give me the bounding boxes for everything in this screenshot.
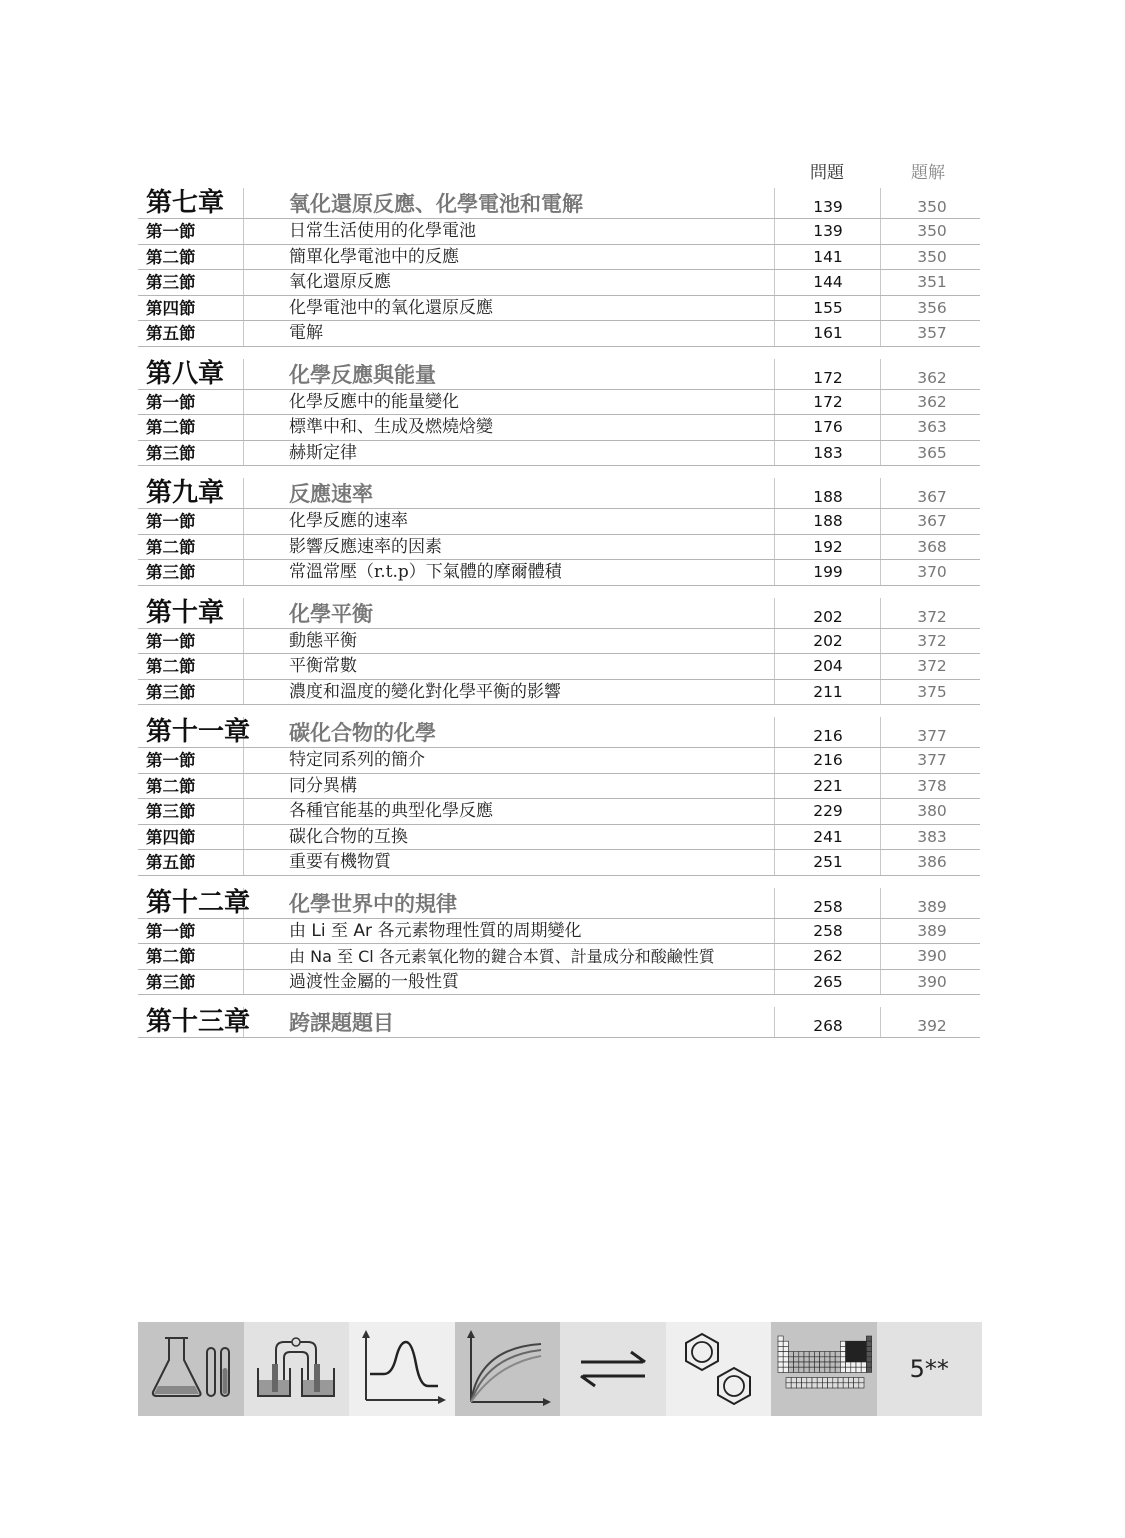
- section-label: 第一節: [146, 392, 196, 412]
- section-row[interactable]: [138, 680, 980, 706]
- periodic-cell: [840, 1367, 845, 1372]
- periodic-cell: [856, 1367, 861, 1372]
- section-label: 第一節: [146, 921, 196, 941]
- periodic-cell: [804, 1352, 809, 1357]
- periodic-cell: [859, 1378, 864, 1383]
- element-symbol: Ar: [353, 920, 373, 941]
- question-page: 144: [813, 273, 843, 291]
- periodic-cell: [819, 1352, 824, 1357]
- periodic-cell: [827, 1378, 832, 1383]
- solution-page: 386: [917, 853, 947, 871]
- section-label: 第三節: [146, 682, 196, 702]
- solution-page: 378: [917, 776, 947, 795]
- solution-page: 370: [917, 563, 947, 581]
- section-title: 同分異構: [289, 775, 357, 796]
- periodic-cell: [796, 1383, 801, 1388]
- question-page: 211: [813, 682, 843, 701]
- section-title: 化學反應的速率: [289, 511, 408, 531]
- question-page: 262: [813, 947, 843, 965]
- chapter-label: 第十章: [146, 597, 225, 628]
- periodic-cell: [840, 1341, 845, 1346]
- chapter-label: 第十二章: [146, 887, 251, 918]
- question-page: 265: [813, 972, 843, 991]
- footer-icon-strip: [138, 1322, 982, 1416]
- section-row[interactable]: [138, 296, 980, 322]
- periodic-cell: [799, 1357, 804, 1362]
- periodic-cell: [783, 1346, 788, 1351]
- question-page: 221: [813, 776, 843, 795]
- periodic-cell: [809, 1367, 814, 1372]
- periodic-cell: [845, 1346, 850, 1351]
- section-title: 氧化還原反應: [289, 272, 391, 292]
- section-title: 電解: [289, 323, 323, 343]
- periodic-cell: [851, 1367, 856, 1372]
- periodic-cell: [822, 1383, 827, 1388]
- chapter-title: 化學反應與能量: [289, 361, 436, 387]
- element-symbol: Li: [311, 920, 326, 941]
- section-label: 第三節: [146, 273, 196, 292]
- solution-page: 357: [917, 324, 947, 342]
- question-page: 172: [813, 368, 843, 387]
- chapter-label: 第八章: [146, 358, 225, 389]
- periodic-cell: [799, 1367, 804, 1372]
- question-page: 229: [813, 802, 843, 820]
- periodic-cell: [796, 1378, 801, 1383]
- section-title: 化學反應中的能量變化: [289, 391, 459, 412]
- solution-page: 367: [917, 512, 947, 530]
- periodic-cell: [833, 1378, 838, 1383]
- periodic-cell: [814, 1362, 819, 1367]
- solution-page: 362: [917, 392, 947, 411]
- periodic-cell: [791, 1378, 796, 1383]
- periodic-cell: [778, 1341, 783, 1346]
- section-label: 第三節: [146, 802, 196, 821]
- periodic-cell: [830, 1352, 835, 1357]
- periodic-cell: [845, 1352, 850, 1357]
- table-of-contents: [138, 150, 980, 1050]
- periodic-cell: [856, 1362, 861, 1367]
- section-row[interactable]: [138, 321, 980, 347]
- section-label: 第二節: [146, 657, 196, 676]
- periodic-cell: [856, 1341, 861, 1346]
- periodic-cell: [809, 1352, 814, 1357]
- chapter-title: 化學世界中的規律: [289, 890, 457, 916]
- section-label: 第二節: [146, 947, 196, 966]
- chapter-row[interactable]: [138, 478, 980, 509]
- question-page: 176: [813, 418, 843, 436]
- periodic-cell: [817, 1378, 822, 1383]
- periodic-cell: [851, 1346, 856, 1351]
- benzene-rings-icon: [668, 1324, 768, 1414]
- section-row[interactable]: [138, 535, 980, 561]
- periodic-cell: [835, 1352, 840, 1357]
- periodic-cell: [786, 1378, 791, 1383]
- periodic-cell: [835, 1357, 840, 1362]
- chapter-block: [138, 478, 980, 586]
- solution-page: 390: [917, 972, 947, 991]
- section-row[interactable]: [138, 629, 980, 655]
- periodic-cell: [825, 1352, 830, 1357]
- solution-page: 377: [917, 727, 947, 745]
- periodic-cell: [840, 1357, 845, 1362]
- periodic-cell: [778, 1357, 783, 1362]
- question-page: 251: [813, 853, 843, 871]
- chapter-label: 第十三章: [146, 1007, 251, 1037]
- periodic-cell: [807, 1383, 812, 1388]
- periodic-cell: [866, 1357, 871, 1362]
- question-page: 216: [813, 727, 843, 745]
- section-row[interactable]: [138, 850, 980, 876]
- section-label: 第一節: [146, 631, 196, 651]
- section-row[interactable]: [138, 799, 980, 825]
- solution-page: 362: [917, 368, 947, 387]
- solution-page: 365: [917, 443, 947, 462]
- section-row[interactable]: [138, 970, 980, 996]
- periodic-cell: [778, 1346, 783, 1351]
- section-label: 第二節: [146, 537, 196, 557]
- periodic-cell: [804, 1357, 809, 1362]
- periodic-cell: [861, 1357, 866, 1362]
- element-symbol: Na: [310, 947, 332, 966]
- question-page: 204: [813, 657, 843, 675]
- chapter-row[interactable]: [138, 888, 980, 919]
- section-label: 第二節: [146, 776, 196, 796]
- periodic-cell: [799, 1352, 804, 1357]
- chapter-block: [138, 598, 980, 706]
- periodic-cell: [845, 1357, 850, 1362]
- periodic-cell: [833, 1383, 838, 1388]
- question-page: 161: [813, 324, 843, 342]
- section-title: 標準中和、生成及燃燒焓變: [289, 417, 493, 437]
- section-title: 簡單化學電池中的反應: [289, 246, 459, 267]
- periodic-cell: [804, 1367, 809, 1372]
- periodic-cell: [778, 1362, 783, 1367]
- section-row[interactable]: [138, 245, 980, 271]
- periodic-cell: [814, 1352, 819, 1357]
- periodic-cell: [840, 1362, 845, 1367]
- section-title: 化學電池中的氧化還原反應: [289, 297, 493, 318]
- chapter-block: [138, 888, 980, 996]
- chapter-block: [138, 1007, 980, 1038]
- periodic-cell: [788, 1352, 793, 1357]
- section-title: 濃度和溫度的變化對化學平衡的影響: [289, 681, 561, 702]
- chapter-row[interactable]: [138, 188, 980, 219]
- periodic-cell: [783, 1341, 788, 1346]
- section-row[interactable]: [138, 509, 980, 535]
- periodic-cell: [853, 1383, 858, 1388]
- periodic-cell: [825, 1367, 830, 1372]
- periodic-cell: [861, 1367, 866, 1372]
- section-title: 由 Na 至 Cl 各元素氧化物的鍵合本質、計量成分和酸鹼性質: [289, 947, 715, 966]
- periodic-cell: [812, 1383, 817, 1388]
- section-label: 第三節: [146, 563, 196, 582]
- chapter-label: 第十一章: [146, 717, 251, 747]
- question-page: 202: [813, 607, 843, 626]
- tile-page-number: [877, 1322, 983, 1416]
- periodic-cell: [788, 1357, 793, 1362]
- periodic-cell: [801, 1383, 806, 1388]
- question-page: 192: [813, 537, 843, 556]
- section-row[interactable]: [138, 219, 980, 245]
- periodic-cell: [793, 1352, 798, 1357]
- column-header: [138, 150, 980, 188]
- periodic-cell: [804, 1362, 809, 1367]
- periodic-cell: [866, 1341, 871, 1346]
- section-row[interactable]: [138, 390, 980, 416]
- section-row[interactable]: [138, 415, 980, 441]
- section-title: 平衡常數: [289, 656, 357, 676]
- section-title: 由 Li 至 Ar 各元素物理性質的周期變化: [289, 920, 582, 941]
- question-page: 139: [813, 198, 843, 216]
- section-title: 各種官能基的典型化學反應: [289, 801, 493, 821]
- section-label: 第二節: [146, 247, 196, 267]
- periodic-cell: [845, 1341, 850, 1346]
- solution-page: 356: [917, 298, 947, 317]
- periodic-cell: [830, 1362, 835, 1367]
- question-page: 141: [813, 247, 843, 266]
- periodic-cell: [778, 1352, 783, 1357]
- periodic-cell: [840, 1352, 845, 1357]
- periodic-cell: [843, 1378, 848, 1383]
- section-title: 動態平衡: [289, 630, 357, 651]
- periodic-cell: [848, 1383, 853, 1388]
- section-title: 常溫常壓（r.t.p）下氣體的摩爾體積: [289, 562, 562, 582]
- periodic-cell: [783, 1362, 788, 1367]
- periodic-cell: [825, 1362, 830, 1367]
- chapter-title: 化學平衡: [289, 600, 373, 626]
- chapter-row[interactable]: [138, 359, 980, 390]
- tile-benzene: [666, 1322, 772, 1416]
- periodic-cell: [786, 1383, 791, 1388]
- section-label: 第五節: [146, 853, 196, 872]
- solution-page: 368: [917, 537, 947, 556]
- chapter-row[interactable]: [138, 717, 980, 748]
- periodic-cell: [819, 1362, 824, 1367]
- periodic-cell: [848, 1378, 853, 1383]
- solution-page: 372: [917, 657, 947, 675]
- periodic-cell: [861, 1352, 866, 1357]
- element-symbol: Cl: [358, 947, 374, 966]
- periodic-table-icon: [774, 1324, 874, 1414]
- question-page: 216: [813, 751, 843, 769]
- energy-profile-icon: [352, 1324, 452, 1414]
- periodic-cell: [812, 1378, 817, 1383]
- question-page: 241: [813, 827, 843, 846]
- chapter-block: [138, 359, 980, 467]
- tile-periodic-table: [771, 1322, 877, 1416]
- periodic-cell: [866, 1367, 871, 1372]
- solution-page: 389: [917, 897, 947, 916]
- periodic-cell: [819, 1367, 824, 1372]
- periodic-cell: [835, 1362, 840, 1367]
- periodic-cell: [853, 1378, 858, 1383]
- page-number: 5**: [909, 1355, 949, 1383]
- periodic-cell: [866, 1336, 871, 1341]
- solution-page: 372: [917, 631, 947, 650]
- solution-page: 350: [917, 222, 947, 240]
- periodic-cell: [866, 1346, 871, 1351]
- periodic-cell: [856, 1357, 861, 1362]
- chapter-block: [138, 188, 980, 347]
- solution-page: 389: [917, 921, 947, 940]
- section-title: 碳化合物的互換: [289, 826, 408, 847]
- electrochemical-cell-icon: [246, 1324, 346, 1414]
- periodic-cell: [861, 1341, 866, 1346]
- periodic-cell: [814, 1357, 819, 1362]
- chapter-title: 跨課題題目: [289, 1010, 394, 1035]
- periodic-cell: [851, 1357, 856, 1362]
- periodic-cell: [801, 1378, 806, 1383]
- periodic-cell: [856, 1352, 861, 1357]
- section-title: 過渡性金屬的一般性質: [289, 971, 459, 992]
- periodic-cell: [783, 1367, 788, 1372]
- reaction-rate-curves-icon: [457, 1324, 557, 1414]
- periodic-cell: [814, 1367, 819, 1372]
- chapter-title: 碳化合物的化學: [289, 720, 436, 745]
- periodic-cell: [822, 1378, 827, 1383]
- solution-page: 363: [917, 418, 947, 436]
- periodic-cell: [809, 1357, 814, 1362]
- section-title: 特定同系列的簡介: [289, 750, 425, 770]
- periodic-cell: [799, 1362, 804, 1367]
- chapter-row[interactable]: [138, 1007, 980, 1038]
- periodic-cell: [825, 1357, 830, 1362]
- question-page: 139: [813, 222, 843, 240]
- section-row[interactable]: [138, 654, 980, 680]
- periodic-cell: [778, 1336, 783, 1341]
- question-page: 172: [813, 392, 843, 411]
- section-row[interactable]: [138, 270, 980, 296]
- section-label: 第五節: [146, 324, 196, 343]
- tile-rate-curves: [455, 1322, 561, 1416]
- periodic-cell: [809, 1362, 814, 1367]
- section-row[interactable]: [138, 774, 980, 800]
- periodic-cell: [778, 1367, 783, 1372]
- periodic-cell: [830, 1357, 835, 1362]
- periodic-cell: [861, 1346, 866, 1351]
- periodic-cell: [835, 1367, 840, 1372]
- periodic-cell: [856, 1346, 861, 1351]
- section-row[interactable]: [138, 748, 980, 774]
- periodic-cell: [827, 1383, 832, 1388]
- section-label: 第一節: [146, 512, 196, 531]
- tile-energy-profile: [349, 1322, 455, 1416]
- tile-cell: [244, 1322, 350, 1416]
- periodic-cell: [830, 1367, 835, 1372]
- chapter-title: 反應速率: [289, 481, 373, 506]
- section-title: 日常生活使用的化學電池: [289, 221, 476, 241]
- solution-page: 351: [917, 273, 947, 291]
- solution-page: 377: [917, 751, 947, 769]
- question-page: 188: [813, 488, 843, 506]
- periodic-cell: [851, 1362, 856, 1367]
- periodic-cell: [783, 1357, 788, 1362]
- chapter-block: [138, 717, 980, 876]
- periodic-cell: [838, 1378, 843, 1383]
- periodic-cell: [851, 1352, 856, 1357]
- questions-column-header: 問題: [810, 163, 844, 183]
- solution-page: 367: [917, 488, 947, 506]
- section-label: 第三節: [146, 972, 196, 992]
- section-label: 第一節: [146, 222, 196, 241]
- periodic-cell: [791, 1383, 796, 1388]
- section-title: 重要有機物質: [289, 852, 391, 872]
- periodic-cell: [840, 1346, 845, 1351]
- question-page: 199: [813, 563, 843, 581]
- section-row[interactable]: [138, 825, 980, 851]
- periodic-cell: [845, 1362, 850, 1367]
- chapter-row[interactable]: [138, 598, 980, 629]
- question-page: 258: [813, 897, 843, 916]
- section-label: 第二節: [146, 418, 196, 437]
- solution-page: 392: [917, 1017, 947, 1035]
- solution-page: 375: [917, 682, 947, 701]
- periodic-cell: [793, 1362, 798, 1367]
- section-row[interactable]: [138, 944, 980, 970]
- periodic-cell: [838, 1383, 843, 1388]
- chapter-label: 第九章: [146, 478, 225, 508]
- flask-test-tube-icon: [141, 1324, 241, 1414]
- section-label: 第四節: [146, 827, 196, 847]
- periodic-cell: [861, 1362, 866, 1367]
- tile-flask: [138, 1322, 244, 1416]
- question-page: 183: [813, 443, 843, 462]
- question-page: 202: [813, 631, 843, 650]
- periodic-cell: [843, 1383, 848, 1388]
- question-page: 188: [813, 512, 843, 530]
- solutions-column-header: 題解: [911, 163, 945, 183]
- solution-page: 380: [917, 802, 947, 820]
- section-label: 第一節: [146, 751, 196, 770]
- periodic-cell: [793, 1367, 798, 1372]
- section-label: 第三節: [146, 443, 196, 463]
- solution-page: 390: [917, 947, 947, 965]
- section-row[interactable]: [138, 560, 980, 586]
- periodic-cell: [793, 1357, 798, 1362]
- section-title: 影響反應速率的因素: [289, 536, 442, 557]
- periodic-cell: [866, 1362, 871, 1367]
- question-page: 155: [813, 298, 843, 317]
- periodic-cell: [866, 1352, 871, 1357]
- periodic-cell: [788, 1367, 793, 1372]
- chapter-label: 第七章: [146, 188, 225, 218]
- periodic-cell: [788, 1362, 793, 1367]
- solution-page: 383: [917, 827, 947, 846]
- chapter-title: 氧化還原反應、化學電池和電解: [289, 191, 583, 216]
- periodic-cell: [783, 1352, 788, 1357]
- section-row[interactable]: [138, 919, 980, 945]
- periodic-cell: [817, 1383, 822, 1388]
- section-row[interactable]: [138, 441, 980, 467]
- periodic-cell: [859, 1383, 864, 1388]
- periodic-cell: [807, 1378, 812, 1383]
- solution-page: 350: [917, 198, 947, 216]
- periodic-cell: [845, 1367, 850, 1372]
- section-label: 第四節: [146, 298, 196, 318]
- solution-page: 372: [917, 607, 947, 626]
- question-page: 258: [813, 921, 843, 940]
- question-page: 268: [813, 1017, 843, 1035]
- periodic-cell: [819, 1357, 824, 1362]
- solution-page: 350: [917, 247, 947, 266]
- tile-equilibrium: [560, 1322, 666, 1416]
- section-title: 赫斯定律: [289, 442, 357, 463]
- periodic-cell: [851, 1341, 856, 1346]
- equilibrium-arrows-icon: [563, 1324, 663, 1414]
